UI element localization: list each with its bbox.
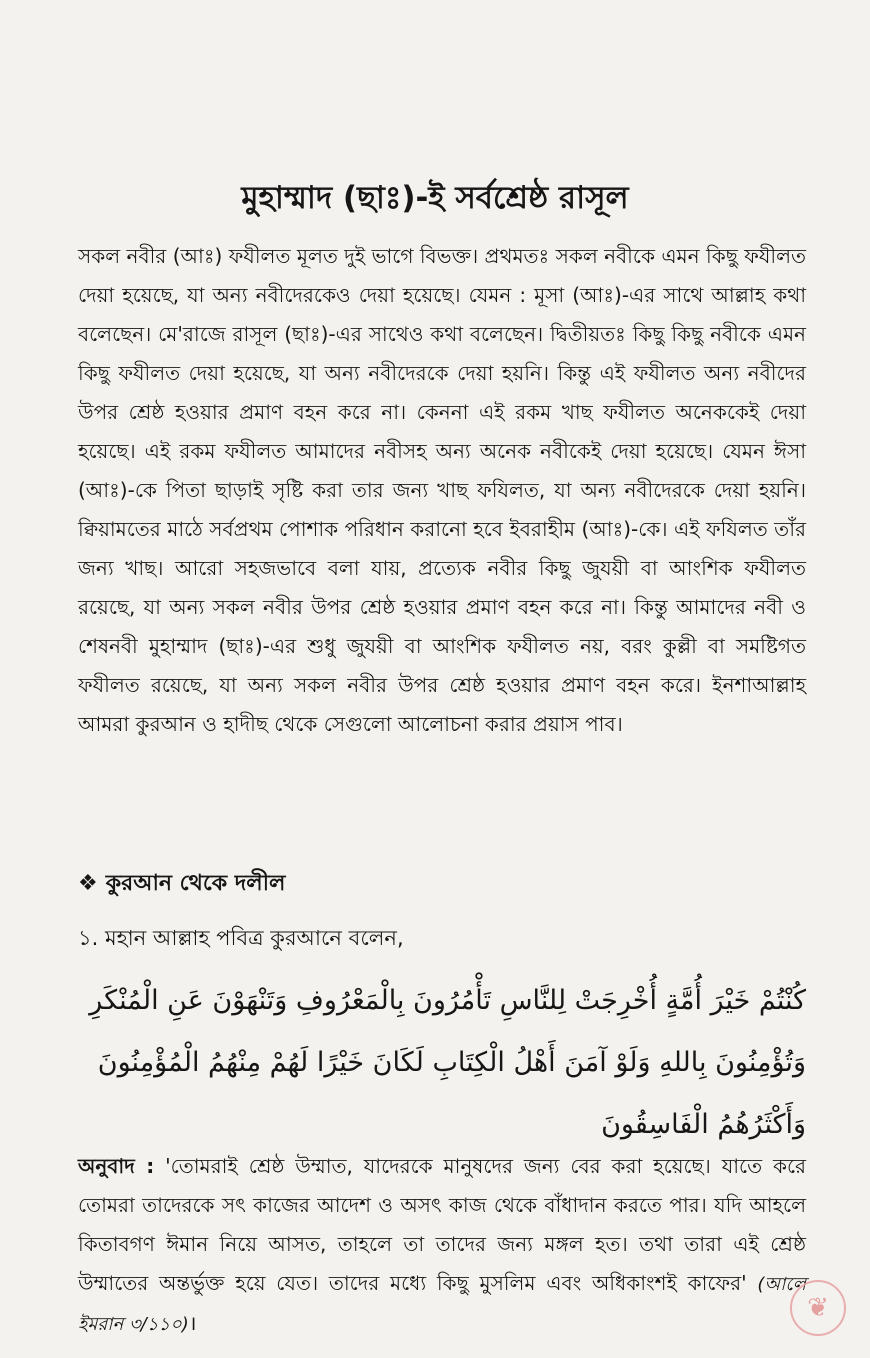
seal-stamp-icon: ❦ xyxy=(790,1280,846,1336)
body-paragraph: সকল নবীর (আঃ) ফযীলত মূলত দুই ভাগে বিভক্ত। প্রথমতঃ সকল নবীকে এমন কিছু ফযীলত দেয়া হয়েছে, যা অন্য নবীদেরকেও দেয়া হয়েছে। যেমন : মূসা (আঃ)-এর সাথে আল্লাহ কথা বলেছেন। মে'রাজে রাসূল (ছাঃ)-এর সাথেও কথা বলেছেন। দ্বিতীয়তঃ কিছু কিছু নবীকে এমন কিছু ফযীলত দেয়া হয়েছে, যা অন্য নবীদেরকে দেয়া হয়নি। কিন্তু এই ফযীলত অন্য নবীদের উপর শ্রেষ্ঠ হওয়ার প্রমাণ বহন করে না। কেননা এই রকম খাছ ফযীলত অনেককেই দেয়া হয়েছে। এই রকম ফযীলত আমাদের নবীসহ অন্য অনেক নবীকেই দেয়া হয়েছে। যেমন ঈসা (আঃ)-কে পিতা ছাড়াই সৃষ্টি করা তার জন্য খাছ ফযিলত, যা অন্য নবীদেরকে দেয়া হয়নি। ক্বিয়ামতের মাঠে সর্বপ্রথম পোশাক পরিধান করানো হবে ইবরাহীম (আঃ)-কে। এই ফযিলত তাঁর জন্য খাছ। আরো সহজভাবে বলা যায়, প্রত্যেক নবীর কিছু জুযয়ী বা আংশিক ফযীলত রয়েছে, যা অন্য সকল নবীর উপর শ্রেষ্ঠ হওয়ার প্রমাণ বহন করে না। কিন্তু আমাদের নবী ও শেষনবী মুহাম্মাদ (ছাঃ)-এর শুধু জুযয়ী বা আংশিক ফযীলত নয়, বরং কুল্লী বা সমষ্টিগত ফযীলত রয়েছে, যা অন্য সকল নবীর উপর শ্রেষ্ঠ হওয়ার প্রমাণ বহন করে। ইনশাআল্লাহ আমরা কুরআন ও হাদীছ থেকে সেগুলো আলোচনা করার প্রয়াস পাব। xyxy=(78,244,806,736)
arabic-verse: كُنْتُمْ خَيْرَ أُمَّةٍ أُخْرِجَتْ لِلنَّاسِ تَأْمُرُونَ بِالْمَعْرُوفِ وَتَنْهَوْنَ عَنِ الْمُنْكَرِ وَتُؤْمِنُونَ بِاللهِ وَلَوْ آمَنَ أَهْلُ الْكِتَابِ لَكَانَ خَيْرًا لَهُمْ مِنْهُمُ الْمُؤْمِنُونَ وَأَكْثَرُهُمُ الْفَاسِقُونَ xyxy=(89,985,806,1140)
translation-label: অনুবাদ : xyxy=(78,1154,155,1178)
page-title: মুহাম্মাদ (ছাঃ)-ই সর্বশ্রেষ্ঠ রাসূল xyxy=(241,180,629,216)
translation-end: । xyxy=(188,1311,197,1335)
diamond-bullet-icon: ❖ xyxy=(78,871,98,896)
section-heading xyxy=(78,866,285,902)
section-heading-text: কুরআন থেকে দলীল xyxy=(105,871,286,896)
verse-reference: (আলে ইমরান ৩/১১০) xyxy=(78,1274,806,1335)
translation-paragraph xyxy=(78,1147,806,1344)
translation-text: 'তোমরাই শ্রেষ্ঠ উম্মাত, যাদেরকে মানুষদের জন্য বের করা হয়েছে। যাতে করে তোমরা তাদেরকে সৎ কাজের আদেশ ও অসৎ কাজ থেকে বাঁধাদান করতে পার। যদি আহলে কিতাবগণ ঈমান নিয়ে আসত, তাহলে তা তাদের জন্য মঙ্গল হত। তথা তারা এই শ্রেষ্ঠ উম্মাতের অন্তর্ভুক্ত হয়ে যেত। তাদের মধ্যে কিছু মুসলিম এবং অধিকাংশই কাফের' xyxy=(78,1154,806,1295)
verse-intro: ১. মহান আল্লাহ পবিত্র কুরআনে বলেন, xyxy=(78,926,404,950)
